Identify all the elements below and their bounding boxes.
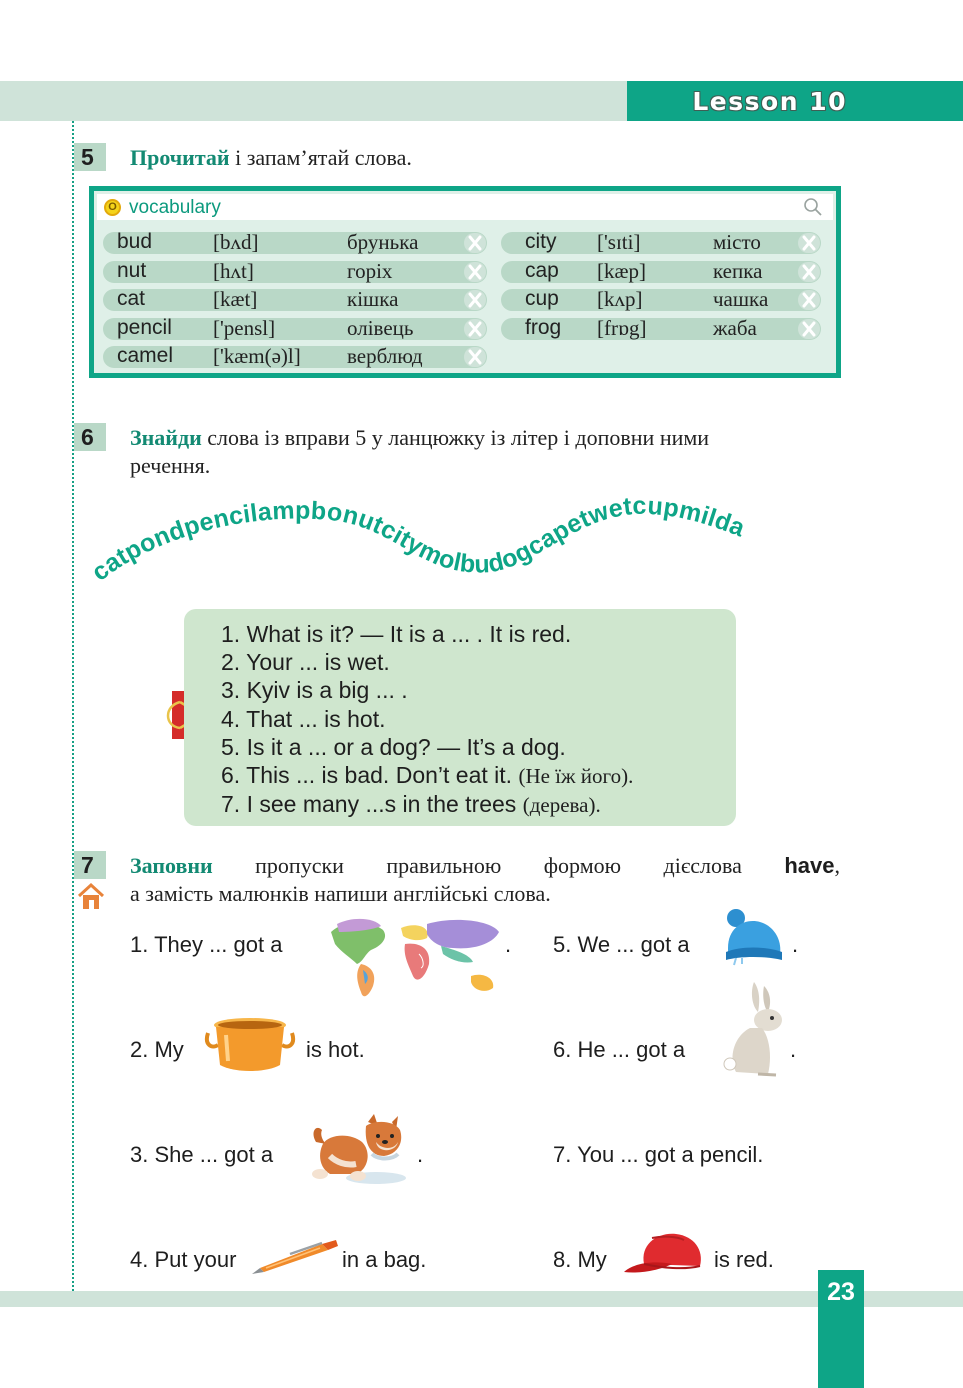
remove-icon[interactable] bbox=[464, 347, 486, 367]
vocab-row-camel bbox=[103, 346, 487, 368]
instruction-text: слова із вправи 5 у ланцюжку із літер і доповни ними bbox=[201, 425, 710, 450]
item-1-text: 1. They ... got a bbox=[130, 932, 283, 957]
sentence-2: 2. Your ... is wet. bbox=[221, 649, 390, 676]
letter-chain-text: catpondpencilampbonutcitymolbudogcapetwetcupmilda bbox=[86, 491, 749, 587]
vocab-translation: олівець bbox=[347, 316, 414, 340]
sentence-7 bbox=[221, 790, 633, 819]
vocab-translation: брунька bbox=[347, 230, 419, 254]
sentence-1: 1. What is it? — It is a ... . It is red. bbox=[221, 621, 572, 647]
remove-icon[interactable] bbox=[798, 319, 820, 339]
instruction-verb: Знайди bbox=[130, 425, 202, 450]
vocab-transcription: ['sɪti] bbox=[597, 230, 641, 254]
exercise-6-number: 6 bbox=[74, 423, 106, 451]
sentence-6 bbox=[221, 761, 633, 790]
exercise-5-instruction bbox=[130, 144, 412, 172]
vocab-translation: горіх bbox=[347, 259, 393, 283]
exercise-6-instruction bbox=[130, 424, 709, 452]
vocab-row-pencil bbox=[103, 318, 487, 340]
instruction-have: have bbox=[784, 853, 835, 878]
item-2-text: 2. My bbox=[130, 1037, 184, 1062]
remove-icon[interactable] bbox=[464, 290, 486, 310]
vocab-transcription: ['pensl] bbox=[213, 316, 276, 340]
winter-hat-picture bbox=[722, 908, 784, 966]
item-4-text: 4. Put your bbox=[130, 1247, 237, 1272]
vocab-row-cup bbox=[501, 289, 821, 311]
vocab-transcription: [kæt] bbox=[213, 287, 258, 311]
home-icon bbox=[76, 882, 106, 910]
vocab-translation: чашка bbox=[713, 287, 769, 311]
vocab-row-bud bbox=[103, 232, 487, 254]
item-6-end: . bbox=[790, 1037, 797, 1062]
exercise-7-instruction-line2: а замість малюнків напиши англійські слова. bbox=[130, 881, 551, 906]
vocab-row-cap bbox=[501, 261, 821, 283]
remove-icon[interactable] bbox=[798, 290, 820, 310]
page-number-box bbox=[818, 1270, 864, 1388]
sentence-note: (Не їж його). bbox=[518, 764, 634, 789]
item-5-text: 5. We ... got a bbox=[553, 932, 690, 957]
cap-picture bbox=[622, 1230, 704, 1278]
item-8-end: is red. bbox=[714, 1247, 774, 1272]
instruction-text: і запам’ятай слова. bbox=[229, 145, 412, 170]
remove-icon[interactable] bbox=[464, 319, 486, 339]
item-3-end: . bbox=[417, 1142, 424, 1167]
instruction-text: пропуски правильною формою дієслова bbox=[212, 853, 785, 878]
instruction-comma: , bbox=[834, 853, 840, 878]
search-icon[interactable] bbox=[803, 197, 823, 217]
instruction-verb: Заповни bbox=[130, 853, 213, 878]
vocab-word: cat bbox=[117, 287, 146, 310]
page-number: 23 bbox=[827, 1278, 855, 1306]
world-map-picture bbox=[323, 914, 503, 1004]
vocab-word: cup bbox=[525, 287, 559, 310]
vocab-translation: верблюд bbox=[347, 344, 423, 368]
vocabulary-box bbox=[89, 186, 841, 378]
vocab-translation: кепка bbox=[713, 259, 763, 283]
vocab-word: city bbox=[525, 230, 557, 253]
vocab-word: cap bbox=[525, 259, 559, 282]
exercise-7-instruction bbox=[130, 852, 840, 880]
item-8-text: 8. My bbox=[553, 1247, 607, 1272]
sentence-text: 6. This ... is bad. Don’t eat it. bbox=[221, 762, 519, 789]
vocab-row-frog bbox=[501, 318, 821, 340]
pot-picture bbox=[204, 1015, 296, 1075]
item-4-end: in a bag. bbox=[342, 1247, 427, 1272]
vocab-row-cat bbox=[103, 289, 487, 311]
item-6-text: 6. He ... got a bbox=[553, 1037, 686, 1062]
letter-chain bbox=[0, 490, 963, 600]
vocab-transcription: [frɒg] bbox=[597, 316, 647, 340]
remove-icon[interactable] bbox=[798, 262, 820, 282]
item-2-end: is hot. bbox=[306, 1037, 365, 1062]
remove-icon[interactable] bbox=[798, 233, 820, 253]
vocabulary-label: vocabulary bbox=[129, 197, 221, 218]
exercise-5-number: 5 bbox=[74, 143, 106, 171]
remove-icon[interactable] bbox=[464, 233, 486, 253]
sentence-note: (дерева). bbox=[522, 793, 601, 818]
vocab-translation: жаба bbox=[713, 316, 757, 340]
vocab-transcription: [kæp] bbox=[597, 259, 646, 283]
exercise-6-instruction-line2: речення. bbox=[130, 453, 211, 478]
remove-icon[interactable] bbox=[464, 262, 486, 282]
sentence-5: 5. Is it a ... or a dog? — It’s a dog. bbox=[221, 733, 566, 760]
item-7-text: 7. You ... got a pencil. bbox=[553, 1142, 764, 1167]
vocab-word: bud bbox=[117, 230, 153, 253]
instruction-verb: Прочитай bbox=[130, 145, 230, 170]
hare-picture bbox=[720, 978, 786, 1078]
sentence-4: 4. That ... is hot. bbox=[221, 705, 386, 732]
exercise-7-number: 7 bbox=[74, 851, 106, 879]
sentences-note bbox=[184, 609, 736, 826]
item-3-text: 3. She ... got a bbox=[130, 1142, 274, 1167]
vocab-transcription: [hʌt] bbox=[213, 259, 254, 283]
vocab-transcription: [bʌd] bbox=[213, 230, 259, 254]
lesson-title: Lesson 10 bbox=[692, 86, 847, 116]
sentences-list bbox=[221, 620, 633, 819]
item-5-end: . bbox=[792, 932, 799, 957]
vocab-translation: місто bbox=[713, 230, 761, 254]
margin-dotted-line bbox=[72, 121, 74, 1291]
pen-picture bbox=[250, 1238, 340, 1278]
lesson-header bbox=[627, 81, 963, 121]
dog-picture bbox=[306, 1112, 410, 1186]
vocab-row-nut bbox=[103, 261, 487, 283]
vocab-row-city bbox=[501, 232, 821, 254]
vocab-word: nut bbox=[117, 259, 147, 282]
vocab-word: pencil bbox=[117, 316, 172, 339]
vocabulary-header bbox=[97, 194, 833, 220]
item-1-end: . bbox=[505, 932, 512, 957]
vocab-word: frog bbox=[525, 316, 562, 339]
vocab-word: camel bbox=[117, 344, 174, 367]
sentence-3: 3. Kyiv is a big ... . bbox=[221, 677, 408, 704]
vocab-transcription: [kʌp] bbox=[597, 287, 643, 311]
vocabulary-badge-icon: O bbox=[104, 199, 121, 216]
vocab-translation: кішка bbox=[347, 287, 399, 311]
sentence-text: 7. I see many ...s in the trees bbox=[221, 791, 523, 818]
vocab-transcription: ['kæm(ə)l] bbox=[213, 344, 301, 368]
